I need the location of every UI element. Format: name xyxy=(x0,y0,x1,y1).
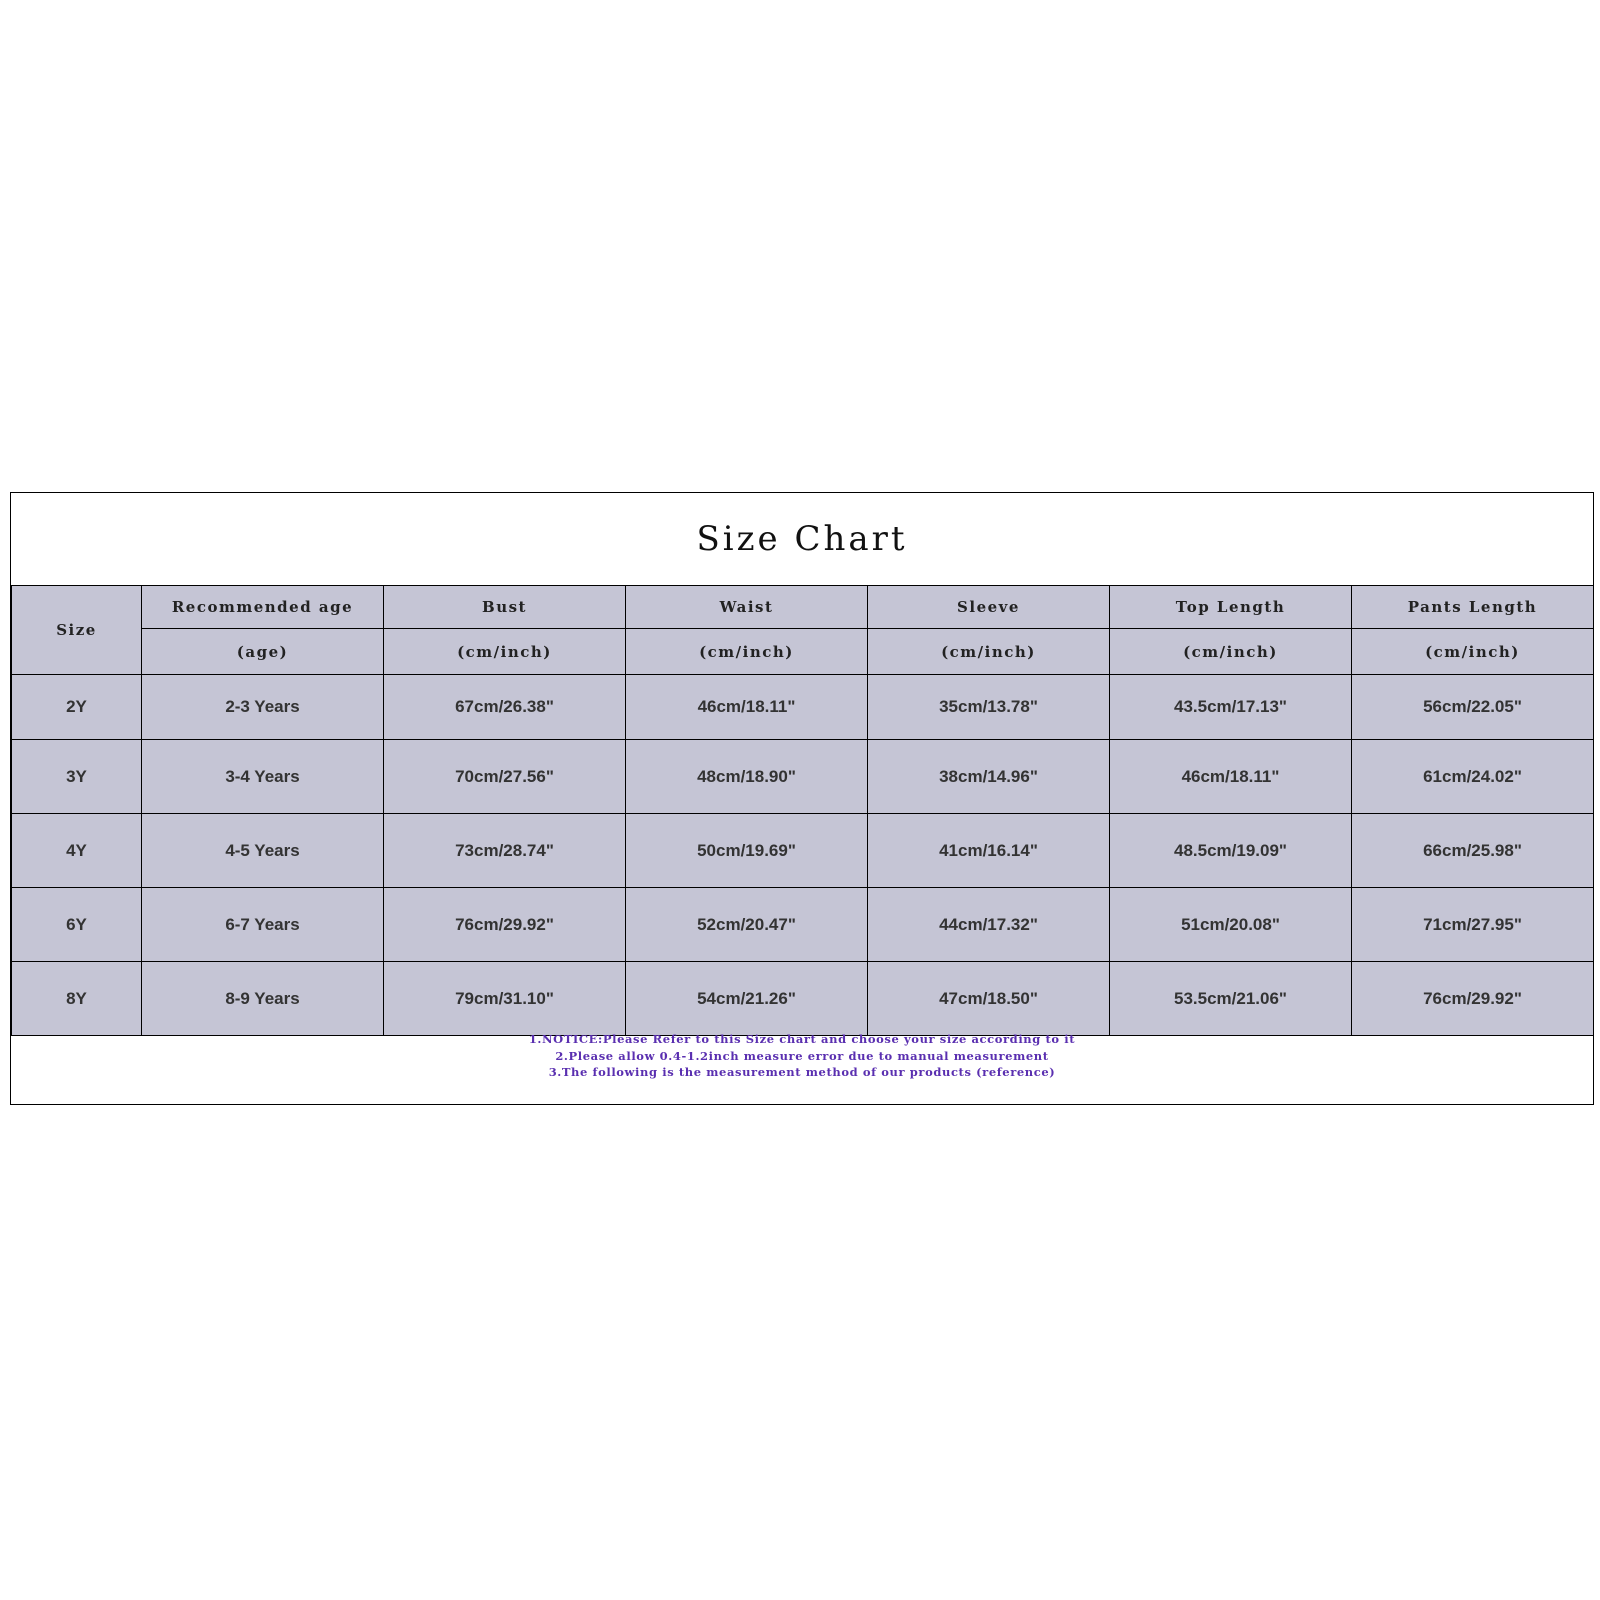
table-row xyxy=(12,740,1594,814)
unit-waist: (cm/inch) xyxy=(626,629,868,675)
header-sleeve: Sleeve xyxy=(868,586,1110,629)
waist-cell: 48cm/18.90" xyxy=(626,740,868,814)
waist-cell: 46cm/18.11" xyxy=(626,675,868,740)
header-waist: Waist xyxy=(626,586,868,629)
size-cell: 8Y xyxy=(12,962,142,1036)
header-row xyxy=(12,586,1594,629)
note-line: 1.NOTICE:Please Refer to this Size chart and choose your size according to it xyxy=(528,1032,1076,1046)
pants-length-cell: 66cm/25.98" xyxy=(1352,814,1594,888)
sleeve-cell: 44cm/17.32" xyxy=(868,888,1110,962)
sleeve-cell: 41cm/16.14" xyxy=(868,814,1110,888)
top-length-cell: 46cm/18.11" xyxy=(1110,740,1352,814)
age-cell: 4-5 Years xyxy=(142,814,384,888)
note-line: 2.Please allow 0.4-1.2inch measure error due to manual measurement xyxy=(555,1048,1049,1063)
header-size: Size xyxy=(12,586,142,675)
bust-cell: 67cm/26.38" xyxy=(384,675,626,740)
header-recommended-age: Recommended age xyxy=(142,586,384,629)
age-cell: 8-9 Years xyxy=(142,962,384,1036)
table-row xyxy=(12,888,1594,962)
bust-cell: 70cm/27.56" xyxy=(384,740,626,814)
bust-cell: 76cm/29.92" xyxy=(384,888,626,962)
sleeve-cell: 38cm/14.96" xyxy=(868,740,1110,814)
size-cell: 6Y xyxy=(12,888,142,962)
age-cell: 6-7 Years xyxy=(142,888,384,962)
unit-sleeve: (cm/inch) xyxy=(868,629,1110,675)
age-cell: 3-4 Years xyxy=(142,740,384,814)
unit-top-length: (cm/inch) xyxy=(1110,629,1352,675)
age-cell: 2-3 Years xyxy=(142,675,384,740)
size-table xyxy=(11,585,1594,1036)
top-length-cell: 48.5cm/19.09" xyxy=(1110,814,1352,888)
top-length-cell: 51cm/20.08" xyxy=(1110,888,1352,962)
waist-cell: 54cm/21.26" xyxy=(626,962,868,1036)
size-cell: 2Y xyxy=(12,675,142,740)
pants-length-cell: 56cm/22.05" xyxy=(1352,675,1594,740)
table-row xyxy=(12,962,1594,1036)
unit-pants-length: (cm/inch) xyxy=(1352,629,1594,675)
bust-cell: 79cm/31.10" xyxy=(384,962,626,1036)
table-row xyxy=(12,675,1594,740)
bust-cell: 73cm/28.74" xyxy=(384,814,626,888)
pants-length-cell: 61cm/24.02" xyxy=(1352,740,1594,814)
table-row xyxy=(12,814,1594,888)
size-cell: 4Y xyxy=(12,814,142,888)
unit-bust: (cm/inch) xyxy=(384,629,626,675)
sleeve-cell: 35cm/13.78" xyxy=(868,675,1110,740)
chart-title: Size Chart xyxy=(696,519,908,559)
sleeve-cell: 47cm/18.50" xyxy=(868,962,1110,1036)
size-cell: 3Y xyxy=(12,740,142,814)
notes xyxy=(11,1031,1593,1081)
unit-age: (age) xyxy=(142,629,384,675)
pants-length-cell: 71cm/27.95" xyxy=(1352,888,1594,962)
header-bust: Bust xyxy=(384,586,626,629)
waist-cell: 52cm/20.47" xyxy=(626,888,868,962)
header-top-length: Top Length xyxy=(1110,586,1352,629)
unit-row xyxy=(12,629,1594,675)
top-length-cell: 53.5cm/21.06" xyxy=(1110,962,1352,1036)
pants-length-cell: 76cm/29.92" xyxy=(1352,962,1594,1036)
top-length-cell: 43.5cm/17.13" xyxy=(1110,675,1352,740)
waist-cell: 50cm/19.69" xyxy=(626,814,868,888)
size-chart xyxy=(10,492,1594,1105)
header-pants-length: Pants Length xyxy=(1352,586,1594,629)
note-line: 3.The following is the measurement method of our products (reference) xyxy=(548,1065,1056,1079)
